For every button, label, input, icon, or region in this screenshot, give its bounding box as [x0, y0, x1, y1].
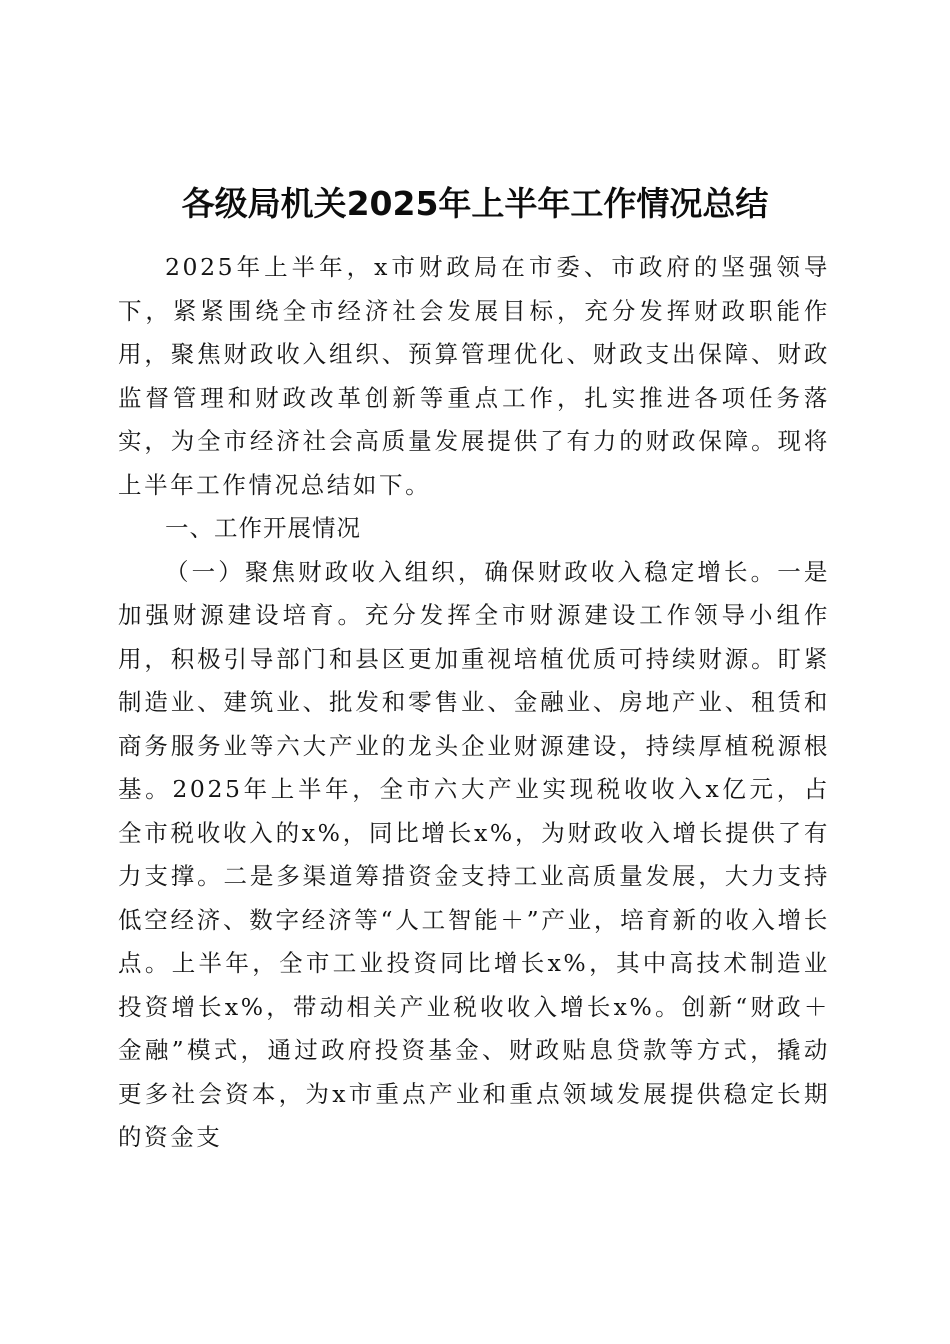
intro-paragraph: 2025年上半年，x市财政局在市委、市政府的坚强领导下，紧紧围绕全市经济社会发展目标，充分发挥财政职能作用，聚焦财政收入组织、预算管理优化、财政支出保障、财政监督管理和财政改革创新等重点工作，扎实推进各项任务落实，为全市经济社会高质量发展提供了有力的财政保障。现将上半年工作情况总结如下。 — [118, 253, 830, 499]
section-heading: 一、工作开展情况 — [165, 514, 361, 542]
document-body — [118, 246, 830, 1160]
document-title: 各级局机关2025年上半年工作情况总结 — [181, 184, 769, 223]
section-paragraph: （一）聚焦财政收入组织，确保财政收入稳定增长。一是加强财源建设培育。充分发挥全市财源建设工作领导小组作用，积极引导部门和县区更加重视培植优质可持续财源。盯紧制造业、建筑业、批发和零售业、金融业、房地产业、租赁和商务服务业等六大产业的龙头企业财源建设，持续厚植税源根基。2025年上半年，全市六大产业实现税收收入x亿元，占全市税收收入的x%，同比增长x%，为财政收入增长提供了有力支撑。二是多渠道筹措资金支持工业高质量发展，大力支持低空经济、数字经济等“人工智能＋”产业，培育新的收入增长点。上半年，全市工业投资同比增长x%，其中高技术制造业投资增长x%，带动相关产业税收收入增长x%。创新“财政＋金融”模式，通过政府投资基金、财政贴息贷款等方式，撬动更多社会资本，为x市重点产业和重点领域发展提供稳定长期的资金支 — [118, 557, 830, 1151]
